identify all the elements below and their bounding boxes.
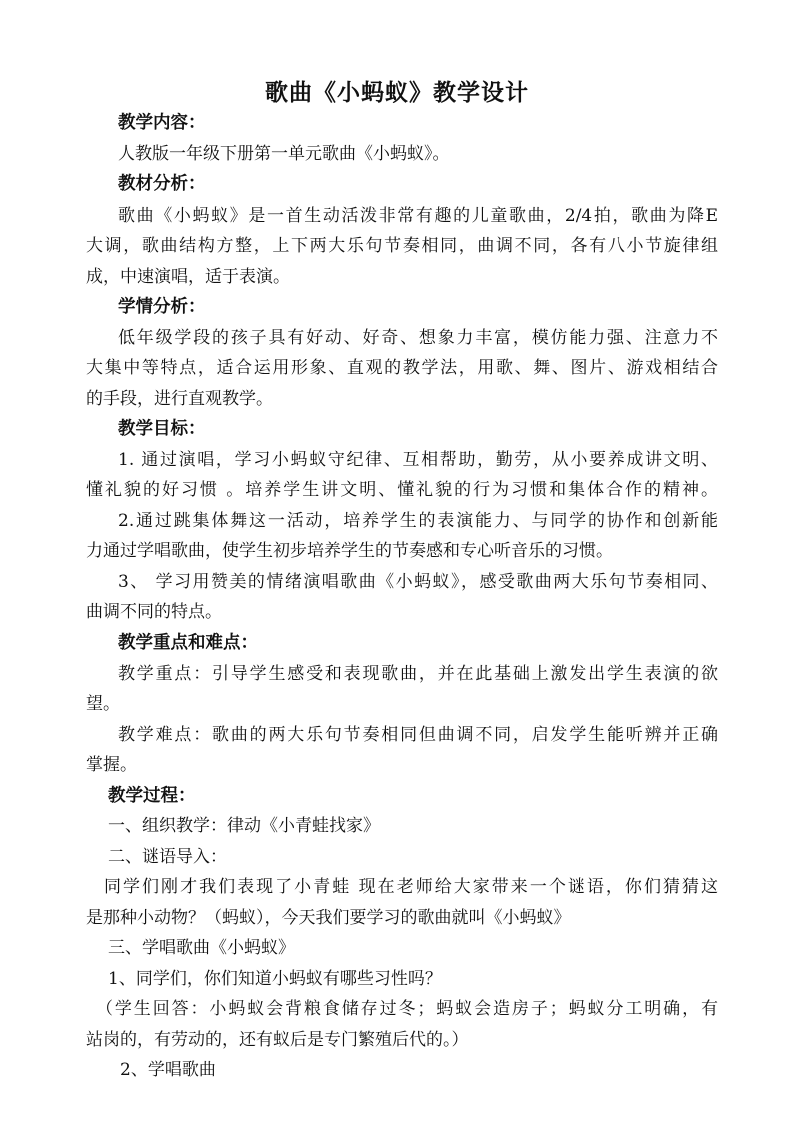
paragraph-line: 二、谜语导入：	[108, 847, 227, 867]
heading-teaching-process: 教学过程：	[108, 786, 196, 806]
paragraph-line: 成，中速演唱，适于表演。	[86, 267, 290, 287]
paragraph-line: 一、组织教学：律动《小青蛙找家》	[108, 816, 380, 836]
paragraph-line: 大调，歌曲结构方整，上下两大乐句节奏相同，曲调不同，各有八小节旋律组	[86, 236, 718, 256]
paragraph-line: 3、 学习用赞美的情绪演唱歌曲《小蚂蚁》，感受歌曲两大乐句节奏相同、	[118, 572, 718, 592]
page-title: 歌曲《小蚂蚁》教学设计	[265, 80, 529, 106]
paragraph-line: 懂礼貌的好习惯 。培养学生讲文明、懂礼貌的行为习惯和集体合作的精神。	[86, 480, 718, 500]
paragraph-line: 三、学唱歌曲《小蚂蚁》	[108, 938, 295, 958]
paragraph-line: （学生回答：小蚂蚁会背粮食储存过冬；蚂蚁会造房子；蚂蚁分工明确，有	[96, 999, 718, 1019]
paragraph-line: 人教版一年级下册第一单元歌曲《小蚂蚁》。	[118, 144, 450, 164]
paragraph-line: 2.通过跳集体舞这一活动，培养学生的表演能力、与同学的协作和创新能	[118, 511, 718, 531]
paragraph-line: 是那种小动物？（蚂蚁），今天我们要学习的歌曲就叫《小蚂蚁》	[86, 908, 571, 928]
paragraph-line: 掌握。	[86, 755, 137, 775]
heading-teaching-content: 教学内容：	[118, 113, 206, 133]
paragraph-line: 1. 通过演唱，学习小蚂蚁守纪律、互相帮助，勤劳，从小要养成讲文明、	[118, 450, 718, 470]
heading-teaching-goals: 教学目标：	[118, 419, 206, 439]
paragraph-line: 1、同学们，你们知道小蚂蚁有哪些习性吗？	[108, 969, 442, 989]
heading-key-points: 教学重点和难点：	[118, 633, 258, 653]
paragraph-line: 教学重点：引导学生感受和表现歌曲，并在此基础上激发出学生表演的欲	[118, 664, 718, 684]
paragraph-line: 曲调不同的特点。	[86, 602, 222, 622]
paragraph-line: 教学难点：歌曲的两大乐句节奏相同但曲调不同，启发学生能听辨并正确	[118, 725, 718, 745]
heading-material-analysis: 教材分析：	[118, 174, 206, 194]
paragraph-line: 低年级学段的孩子具有好动、好奇、想象力丰富，模仿能力强、注意力不	[118, 328, 718, 348]
paragraph-line: 同学们刚才我们表现了小青蛙 现在老师给大家带来一个谜语，你们猜猜这	[104, 877, 718, 897]
paragraph-line: 大集中等特点，适合运用形象、直观的教学法，用歌、舞、图片、游戏相结合	[86, 358, 718, 378]
heading-learner-analysis: 学情分析：	[118, 297, 206, 317]
paragraph-line: 站岗的，有劳动的，还有蚁后是专门繁殖后代的。）	[86, 1030, 469, 1050]
paragraph-line: 力通过学唱歌曲，使学生初步培养学生的节奏感和专心听音乐的习惯。	[86, 541, 613, 561]
paragraph-line: 2、学唱歌曲	[120, 1060, 216, 1080]
paragraph-line: 的手段，进行直观教学。	[86, 389, 273, 409]
paragraph-line: 歌曲《小蚂蚁》是一首生动活泼非常有趣的儿童歌曲，2/4拍，歌曲为降E	[118, 206, 718, 226]
paragraph-line: 望。	[86, 694, 120, 714]
